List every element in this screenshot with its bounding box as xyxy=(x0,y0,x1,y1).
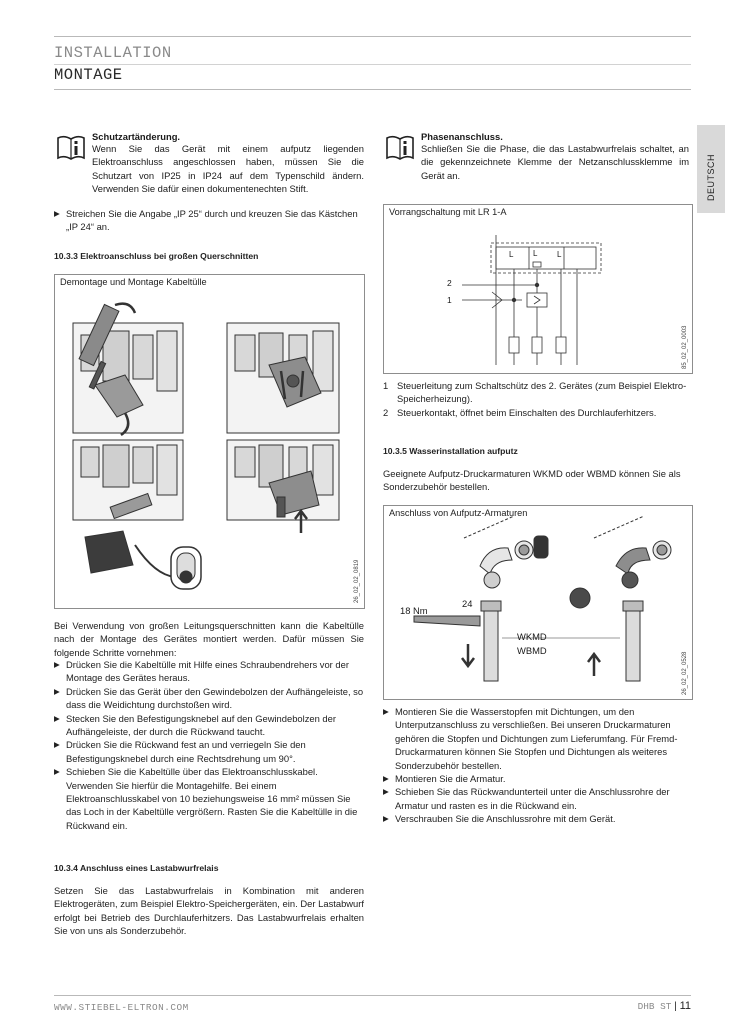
priority-circuit-diagram xyxy=(384,205,692,373)
fittings-step-2: ▶ Montieren Sie die Armatur. xyxy=(383,772,691,785)
circuit-label-1: 1 xyxy=(447,295,452,305)
figure-surface-fittings-id: 26_02_02_0528 xyxy=(682,651,688,695)
note-protection-body: Wenn Sie das Gerät mit einem aufputz liegenden Elektroanschluss angeschlossen haben, müssen Sie die Schutzart von IP25 in IP24 auf dem Typenschild ändern. Verwenden Sie dafür einen dokumentenechten Stift. xyxy=(92,143,364,195)
language-side-tab xyxy=(697,125,725,213)
note-phase-body: Schließen Sie die Phase, die das Lastabwurfrelais schaltet, an die gekennzeichnete Klemme der Netzanschlussklemme im Gerät an. xyxy=(421,143,689,181)
circuit-legend-number-2: 2 xyxy=(383,406,389,418)
header-title-montage: MONTAGE xyxy=(54,66,123,84)
header-bottom-rule xyxy=(54,89,691,90)
circuit-legend-text-2: Steuerkontakt, öffnet beim Einschalten des Durchlauferhitzers. xyxy=(397,406,657,418)
large-cross-section-text: Bei Verwendung von großen Leitungsquerschnitten kann die Kabeltülle nach der Montage des Gerätes montiert werden. Dafür müssen Sie folgende Schritte vornehmen: xyxy=(54,620,364,658)
fittings-steps-list xyxy=(383,705,691,826)
header-top-rule xyxy=(54,36,691,37)
fittings-label-wkmd: WKMD xyxy=(517,631,547,642)
footer-separator: | xyxy=(674,1001,677,1012)
circuit-legend-item-1 xyxy=(383,379,691,406)
circuit-legend-text-1: Steuerleitung zum Schaltschütz des 2. Gerätes (zum Beispiel Elektro-Speicherheizung). xyxy=(397,380,687,405)
surface-fittings-illustration xyxy=(384,506,692,699)
figure-priority-circuit-id: 85_02_02_0003 xyxy=(682,325,688,369)
figure-surface-fittings xyxy=(383,505,693,700)
grommet-step-1: ▶ Drücken Sie die Kabeltülle mit Hilfe eines Schraubendrehers vor der Montage des Gerätes heraus. xyxy=(54,658,364,685)
section-10-3-3-heading: 10.3.3 Elektroanschluss bei großen Querschnitten xyxy=(54,251,259,261)
section-10-3-5-heading: 10.3.5 Wasserinstallation aufputz xyxy=(383,446,518,456)
note-protection-title: Schutzartänderung. xyxy=(92,131,181,142)
circuit-label-L3: L xyxy=(557,250,562,259)
large-cross-section-paragraph xyxy=(54,619,364,659)
circuit-legend-list xyxy=(383,379,691,419)
figure-priority-circuit xyxy=(383,204,693,374)
load-shedding-text: Setzen Sie das Lastabwurfrelais in Kombination mit anderen Elektrogeräten, zum Beispiel Elektro-Speichergeräten, ein. Der Lastabwurf erfolgt bei Betrieb des Durchlauferhitzers. Das Lastabwurfrelais erhalten Sie von uns als Sonderzubehör. xyxy=(54,885,364,937)
footer-url: WWW.STIEBEL-ELTRON.COM xyxy=(54,1002,189,1013)
circuit-label-L1: L xyxy=(509,250,514,259)
circuit-label-2: 2 xyxy=(447,278,452,288)
ip-bullet: ▶ Streichen Sie die Angabe „IP 25“ durch und kreuzen Sie das Kästchen „IP 24“ an. xyxy=(54,207,364,234)
figure-cable-grommet xyxy=(54,274,365,609)
fittings-label-torque: 18 Nm xyxy=(400,605,428,616)
figure-priority-circuit-title: Vorrangschaltung mit LR 1-A xyxy=(389,207,507,217)
footer-rule xyxy=(54,995,691,996)
figure-surface-fittings-title: Anschluss von Aufputz-Armaturen xyxy=(389,508,528,518)
language-side-tab-label: DEUTSCH xyxy=(706,153,716,201)
load-shedding-paragraph xyxy=(54,884,364,938)
grommet-step-2: ▶ Drücken Sie das Gerät über den Gewindebolzen der Aufhängeleiste, so dass die Weidichtung durchstoßen wird. xyxy=(54,685,364,712)
circuit-legend-number-1: 1 xyxy=(383,380,389,391)
grommet-step-3: ▶ Stecken Sie den Befestigungsknebel auf den Gewindebolzen der Aufhängeleiste, der durch die Rückwand taucht. xyxy=(54,712,364,739)
note-phase-title: Phasenanschluss. xyxy=(421,131,503,142)
cable-grommet-illustration xyxy=(55,275,364,608)
footer-doc-code: DHB ST xyxy=(637,1001,672,1012)
section-10-3-4-heading: 10.3.4 Anschluss eines Lastabwurfrelais xyxy=(54,863,219,873)
header-mid-rule xyxy=(54,64,691,65)
grommet-step-5: ▶ Schieben Sie die Kabeltülle über das Elektroanschlusskabel. Verwenden Sie hierfür die Montagehilfe. Bei einem Elektroanschlusskabel von 10 beziehungsweise 16 mm² müssen Sie das Loch in der Kabeltülle vergrößern. Rasten Sie die Kabeltülle in die Rückwand ein. xyxy=(54,765,364,832)
footer-page-number: 11 xyxy=(679,1000,691,1012)
water-install-text: Geeignete Aufputz-Druckarmaturen WKMD oder WBMD können Sie als Sonderzubehör bestellen. xyxy=(383,468,681,493)
ip-bullet-list xyxy=(54,207,364,234)
fittings-step-3: ▶ Schieben Sie das Rückwandunterteil unter die Anschlussrohre der Armatur und rasten es in die Rückwand ein. xyxy=(383,785,691,812)
grommet-steps-list xyxy=(54,658,364,832)
header-title-installation: INSTALLATION xyxy=(54,44,172,62)
fittings-step-4: ▶ Verschrauben Sie die Anschlussrohre mit dem Gerät. xyxy=(383,812,691,825)
figure-cable-grommet-title: Demontage und Montage Kabeltülle xyxy=(60,277,207,287)
figure-cable-grommet-id: 26_02_02_0819 xyxy=(354,559,360,603)
info-book-icon xyxy=(56,135,86,161)
info-book-icon xyxy=(385,135,415,161)
fittings-label-size: 24 xyxy=(462,598,473,609)
water-install-paragraph xyxy=(383,467,691,494)
fittings-label-wbmd: WBMD xyxy=(517,645,547,656)
fittings-step-1: ▶ Montieren Sie die Wasserstopfen mit Dichtungen, um den Unterputzanschluss zu verschließen. Bei unseren Druckarmaturen gehören die Stopfen und Dichtungen zum Lieferumfang. Für Fremd-Druckarmaturen können Sie Stopfen und Dichtungen als weiteres Sonderzubehör bestellen. xyxy=(383,705,691,772)
grommet-step-4: ▶ Drücken Sie die Rückwand fest an und verriegeln Sie den Befestigungsknebel durch eine Rechtsdrehung um 90°. xyxy=(54,738,364,765)
circuit-label-L2: L xyxy=(533,249,538,258)
footer-page-info xyxy=(620,1000,691,1012)
circuit-legend-item-2 xyxy=(383,406,691,419)
